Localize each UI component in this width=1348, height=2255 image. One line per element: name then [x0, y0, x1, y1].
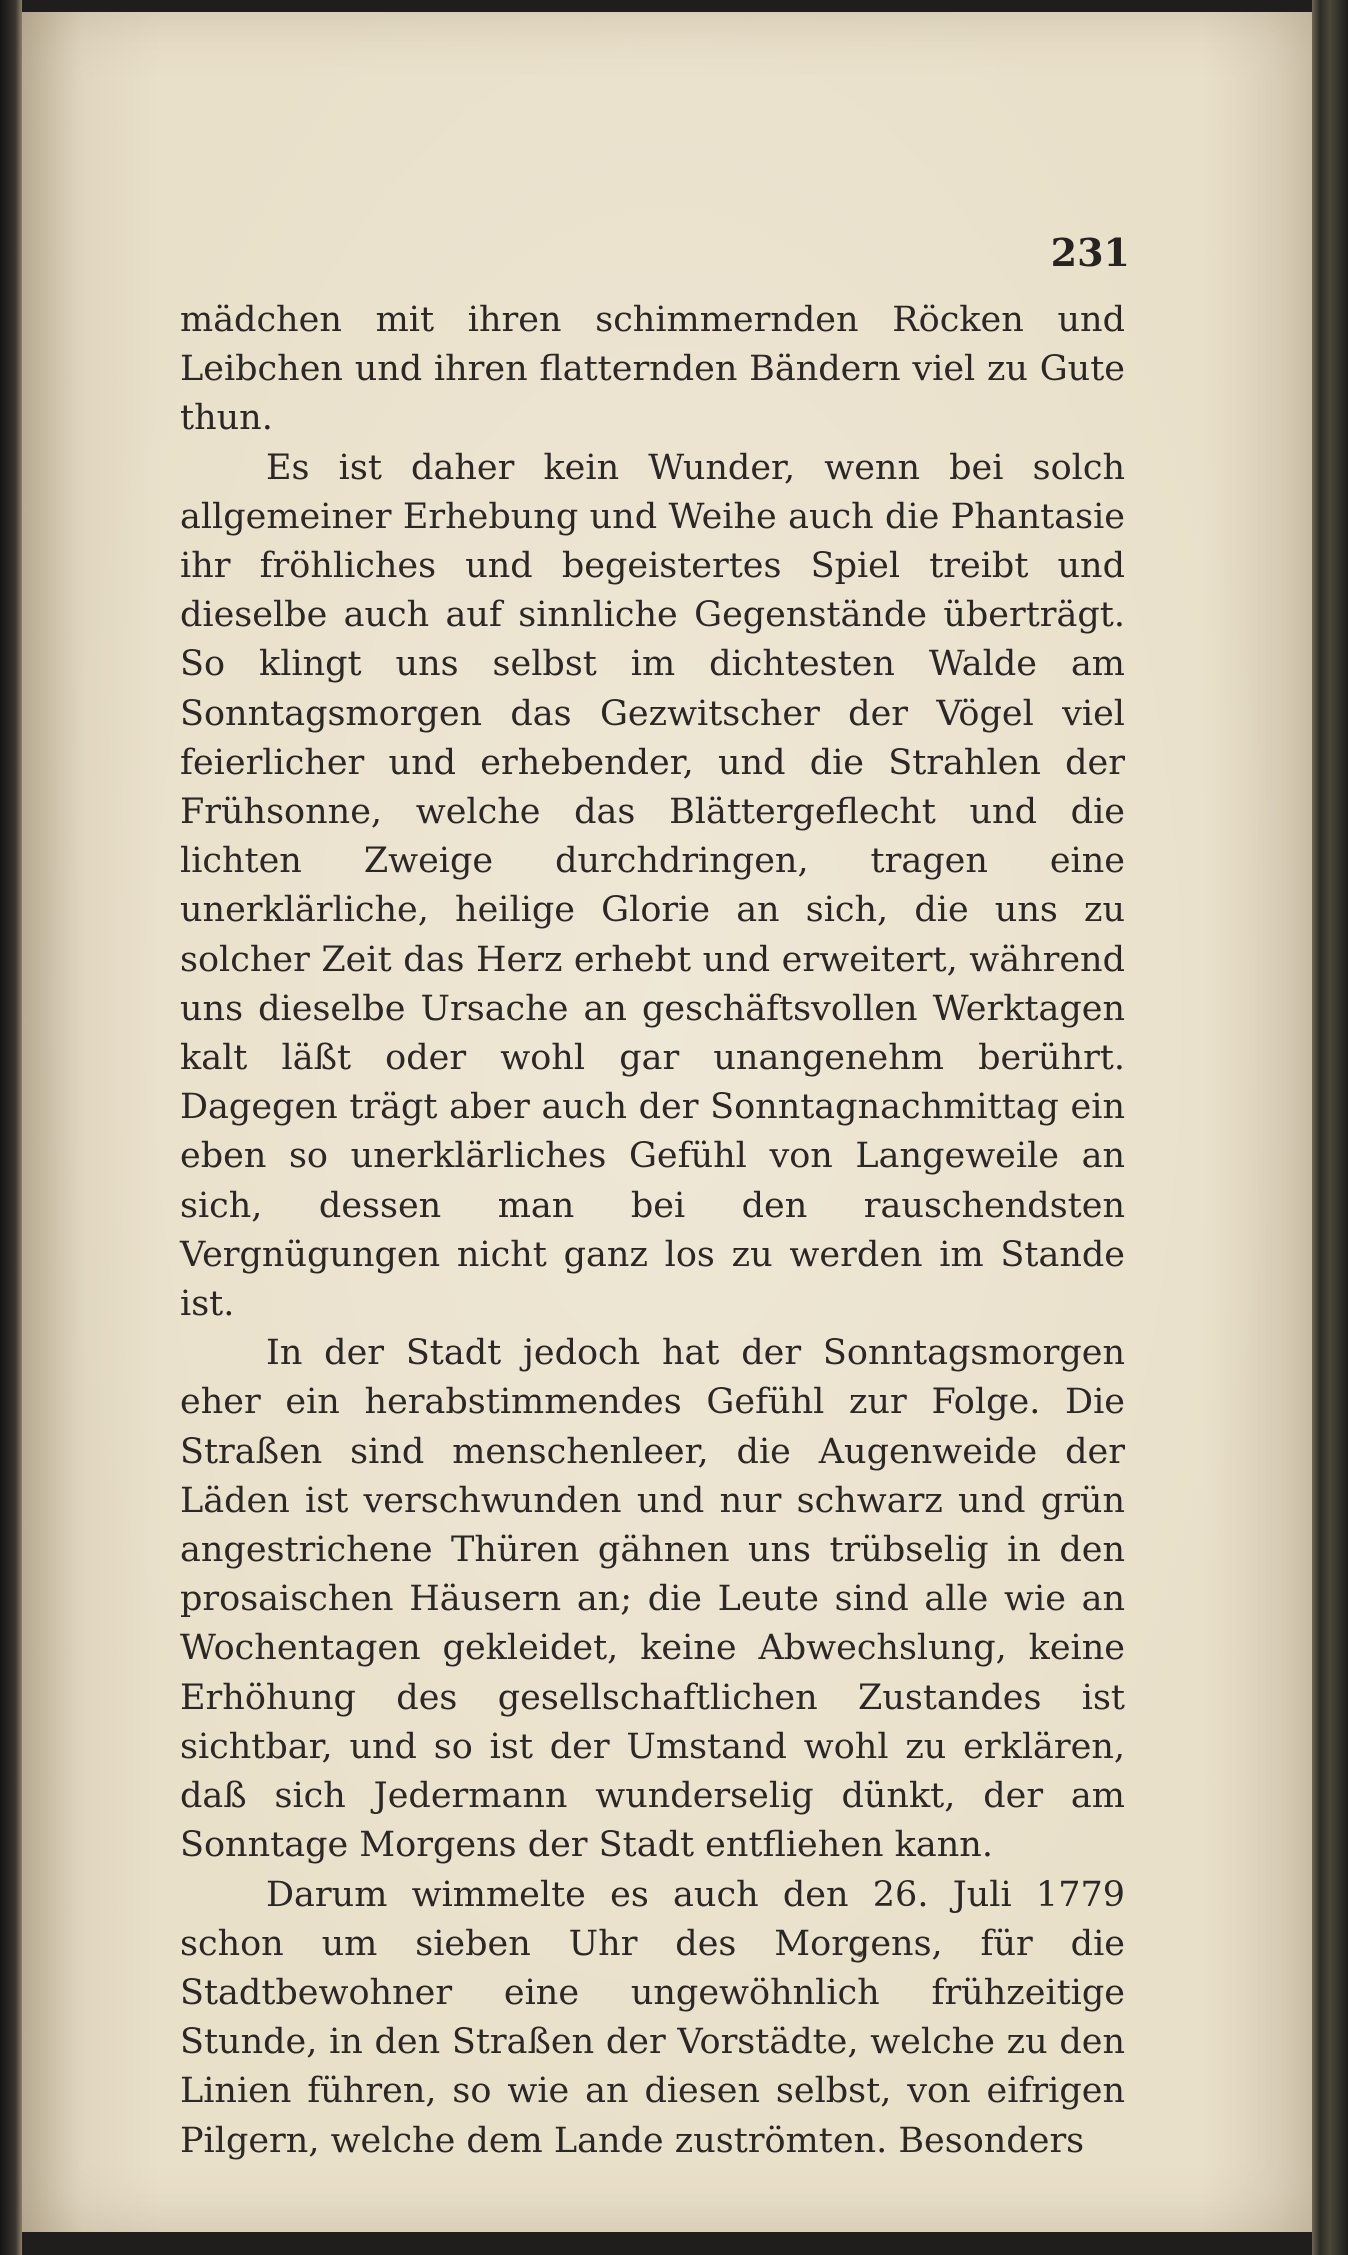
- paragraph-3: In der Stadt jedoch hat der Sonntagsmorgen eher ein herabstimmendes Gefühl zur Folge. Die Straßen sind menschenleer, die Augenweide der Läden ist verschwunden und nur schwarz und grün angestrichene Thüren gähnen uns trübselig in den prosaischen Häusern an; die Leute sind alle wie an Wochentagen gekleidet, keine Abwechslung, keine Erhöhung des gesellschaftlichen Zustandes ist sichtbar, und so ist der Umstand wohl zu erklären, daß sich Jedermann wunderselig dünkt, der am Sonntage Morgens der Stadt entfliehen kann.: [180, 1333, 1125, 1866]
- paragraph-2: Es ist daher kein Wunder, wenn bei solch allgemeiner Erhebung und Weihe auch die Phantasie ihr fröhliches und begeistertes Spiel treibt und dieselbe auch auf sinnliche Gegenstände überträgt. So klingt uns selbst im dichtesten Walde am Sonntagsmorgen das Gezwitscher der Vögel viel feierlicher und erhebender, und die Strahlen der Frühsonne, welche das Blättergeflecht und die lichten Zweige durchdringen, tragen eine unerklärliche, heilige Glorie an sich, die uns zu solcher Zeit das Herz erhebt und erweitert, während uns dieselbe Ursache an geschäftsvollen Werktagen kalt läßt oder wohl gar unangenehm berührt. Dagegen trägt aber auch der Sonntagnachmittag ein eben so unerklärliches Gefühl von Langeweile an sich, dessen man bei den rauschendsten Vergnügungen nicht ganz los zu werden im Stande ist.: [180, 447, 1125, 1325]
- body-text: [180, 296, 1125, 2166]
- page-number: 231: [1050, 230, 1130, 275]
- paragraph-4: Darum wimmelte es auch den 26. Juli 1779 schon um sieben Uhr des Morgens, für die Stadtbewohner eine ungewöhnlich frühzeitige Stunde, in den Straßen der Vorstädte, welche zu den Linien führen, so wie an diesen selbst, von eifrigen Pilgern, welche dem Lande zuströmten. Besonders: [180, 1874, 1125, 2161]
- paragraph-1: mädchen mit ihren schimmernden Röcken und Leibchen und ihren flatternden Bändern viel zu Gute thun.: [180, 300, 1125, 439]
- book-gutter-edge: [0, 0, 22, 2255]
- book-page-edges: [1312, 0, 1348, 2255]
